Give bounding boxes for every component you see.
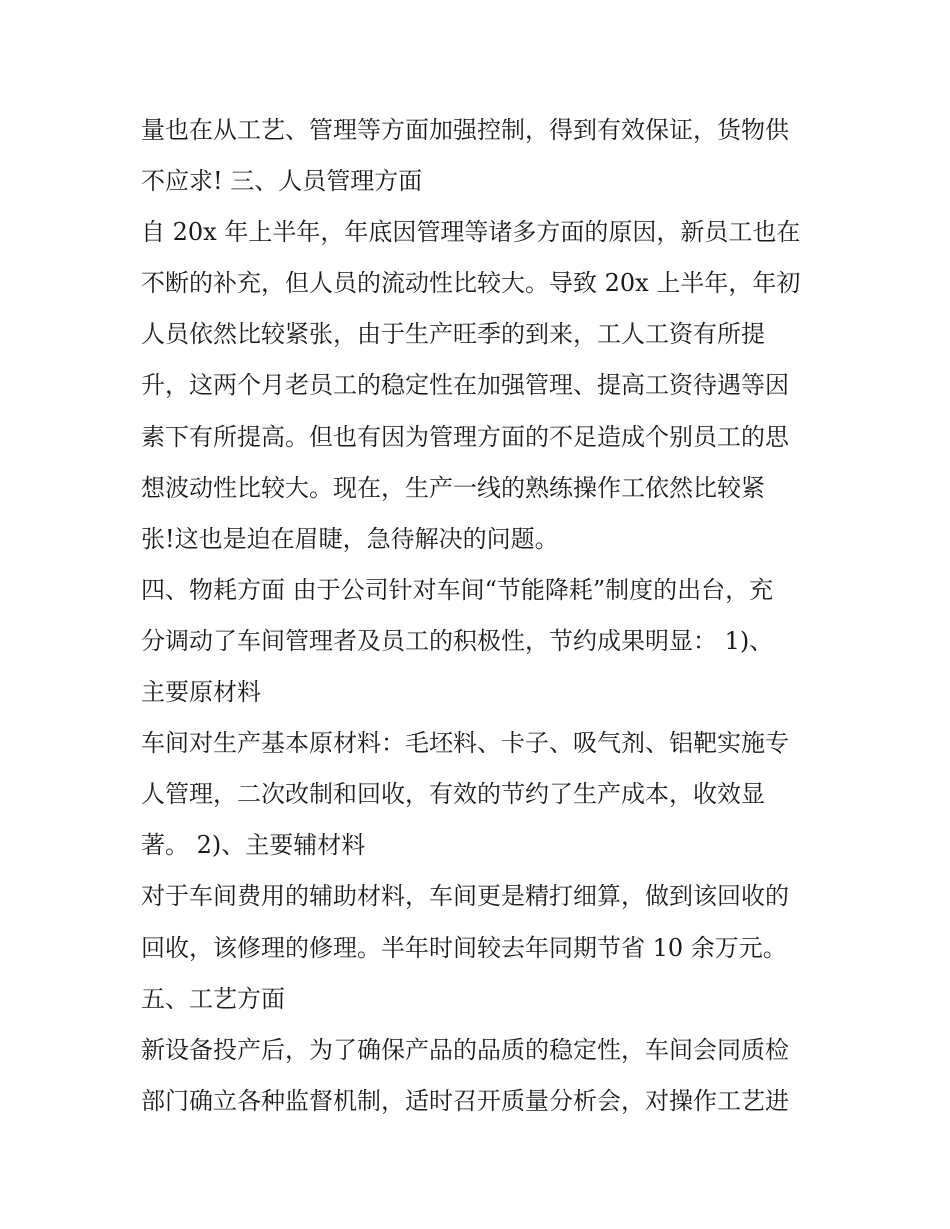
text-line: 素下有所提高。但也有因为管理方面的不足造成个别员工的思 (141, 422, 789, 451)
text-line: 新设备投产后，为了确保产品的品质的稳定性，车间会同质检 (141, 1035, 789, 1064)
text-line: 回收，该修理的修理。半年时间较去年同期节省 10 余万元。 (141, 933, 787, 962)
section-heading-line: 五、工艺方面 (141, 984, 285, 1013)
document-body (141, 105, 821, 1127)
text-line: 对于车间费用的辅助材料，车间更是精打细算，做到该回收的 (141, 882, 789, 911)
text-line: 人管理，二次改制和回收，有效的节约了生产成本，收效显 (141, 780, 765, 809)
text-line: 量也在从工艺、管理等方面加强控制，得到有效保证，货物供 (141, 116, 789, 144)
text-line: 部门确立各种监督机制，适时召开质量分析会，对操作工艺进 (141, 1086, 789, 1115)
text-line: 不应求! 三、人员管理方面 (141, 167, 423, 196)
section-heading-line: 四、物耗方面 由于公司针对车间“节能降耗”制度的出台，充 (141, 575, 774, 604)
text-line: 车间对生产基本原材料：毛坯料、卡子、吸气剂、铝靶实施专 (141, 729, 789, 758)
text-line: 著。 2)、主要辅材料 (141, 831, 366, 860)
text-line: 自 20x 年上半年，年底因管理等诸多方面的原因，新员工也在 (141, 218, 801, 247)
text-line: 人员依然比较紧张，由于生产旺季的到来，工人工资有所提 (141, 320, 765, 349)
text-line: 升，这两个月老员工的稳定性在加强管理、提高工资待遇等因 (141, 371, 789, 400)
subheading-line: 主要原材料 (141, 678, 261, 707)
text-line: 张!这也是迫在眉睫，急待解决的问题。 (141, 524, 559, 553)
text-line: 不断的补充，但人员的流动性比较大。导致 20x 上半年，年初 (141, 269, 801, 298)
text-line: 想波动性比较大。现在，生产一线的熟练操作工依然比较紧 (141, 473, 765, 502)
text-line: 分调动了车间管理者及员工的积极性，节约成果明显： 1)、 (141, 626, 774, 655)
